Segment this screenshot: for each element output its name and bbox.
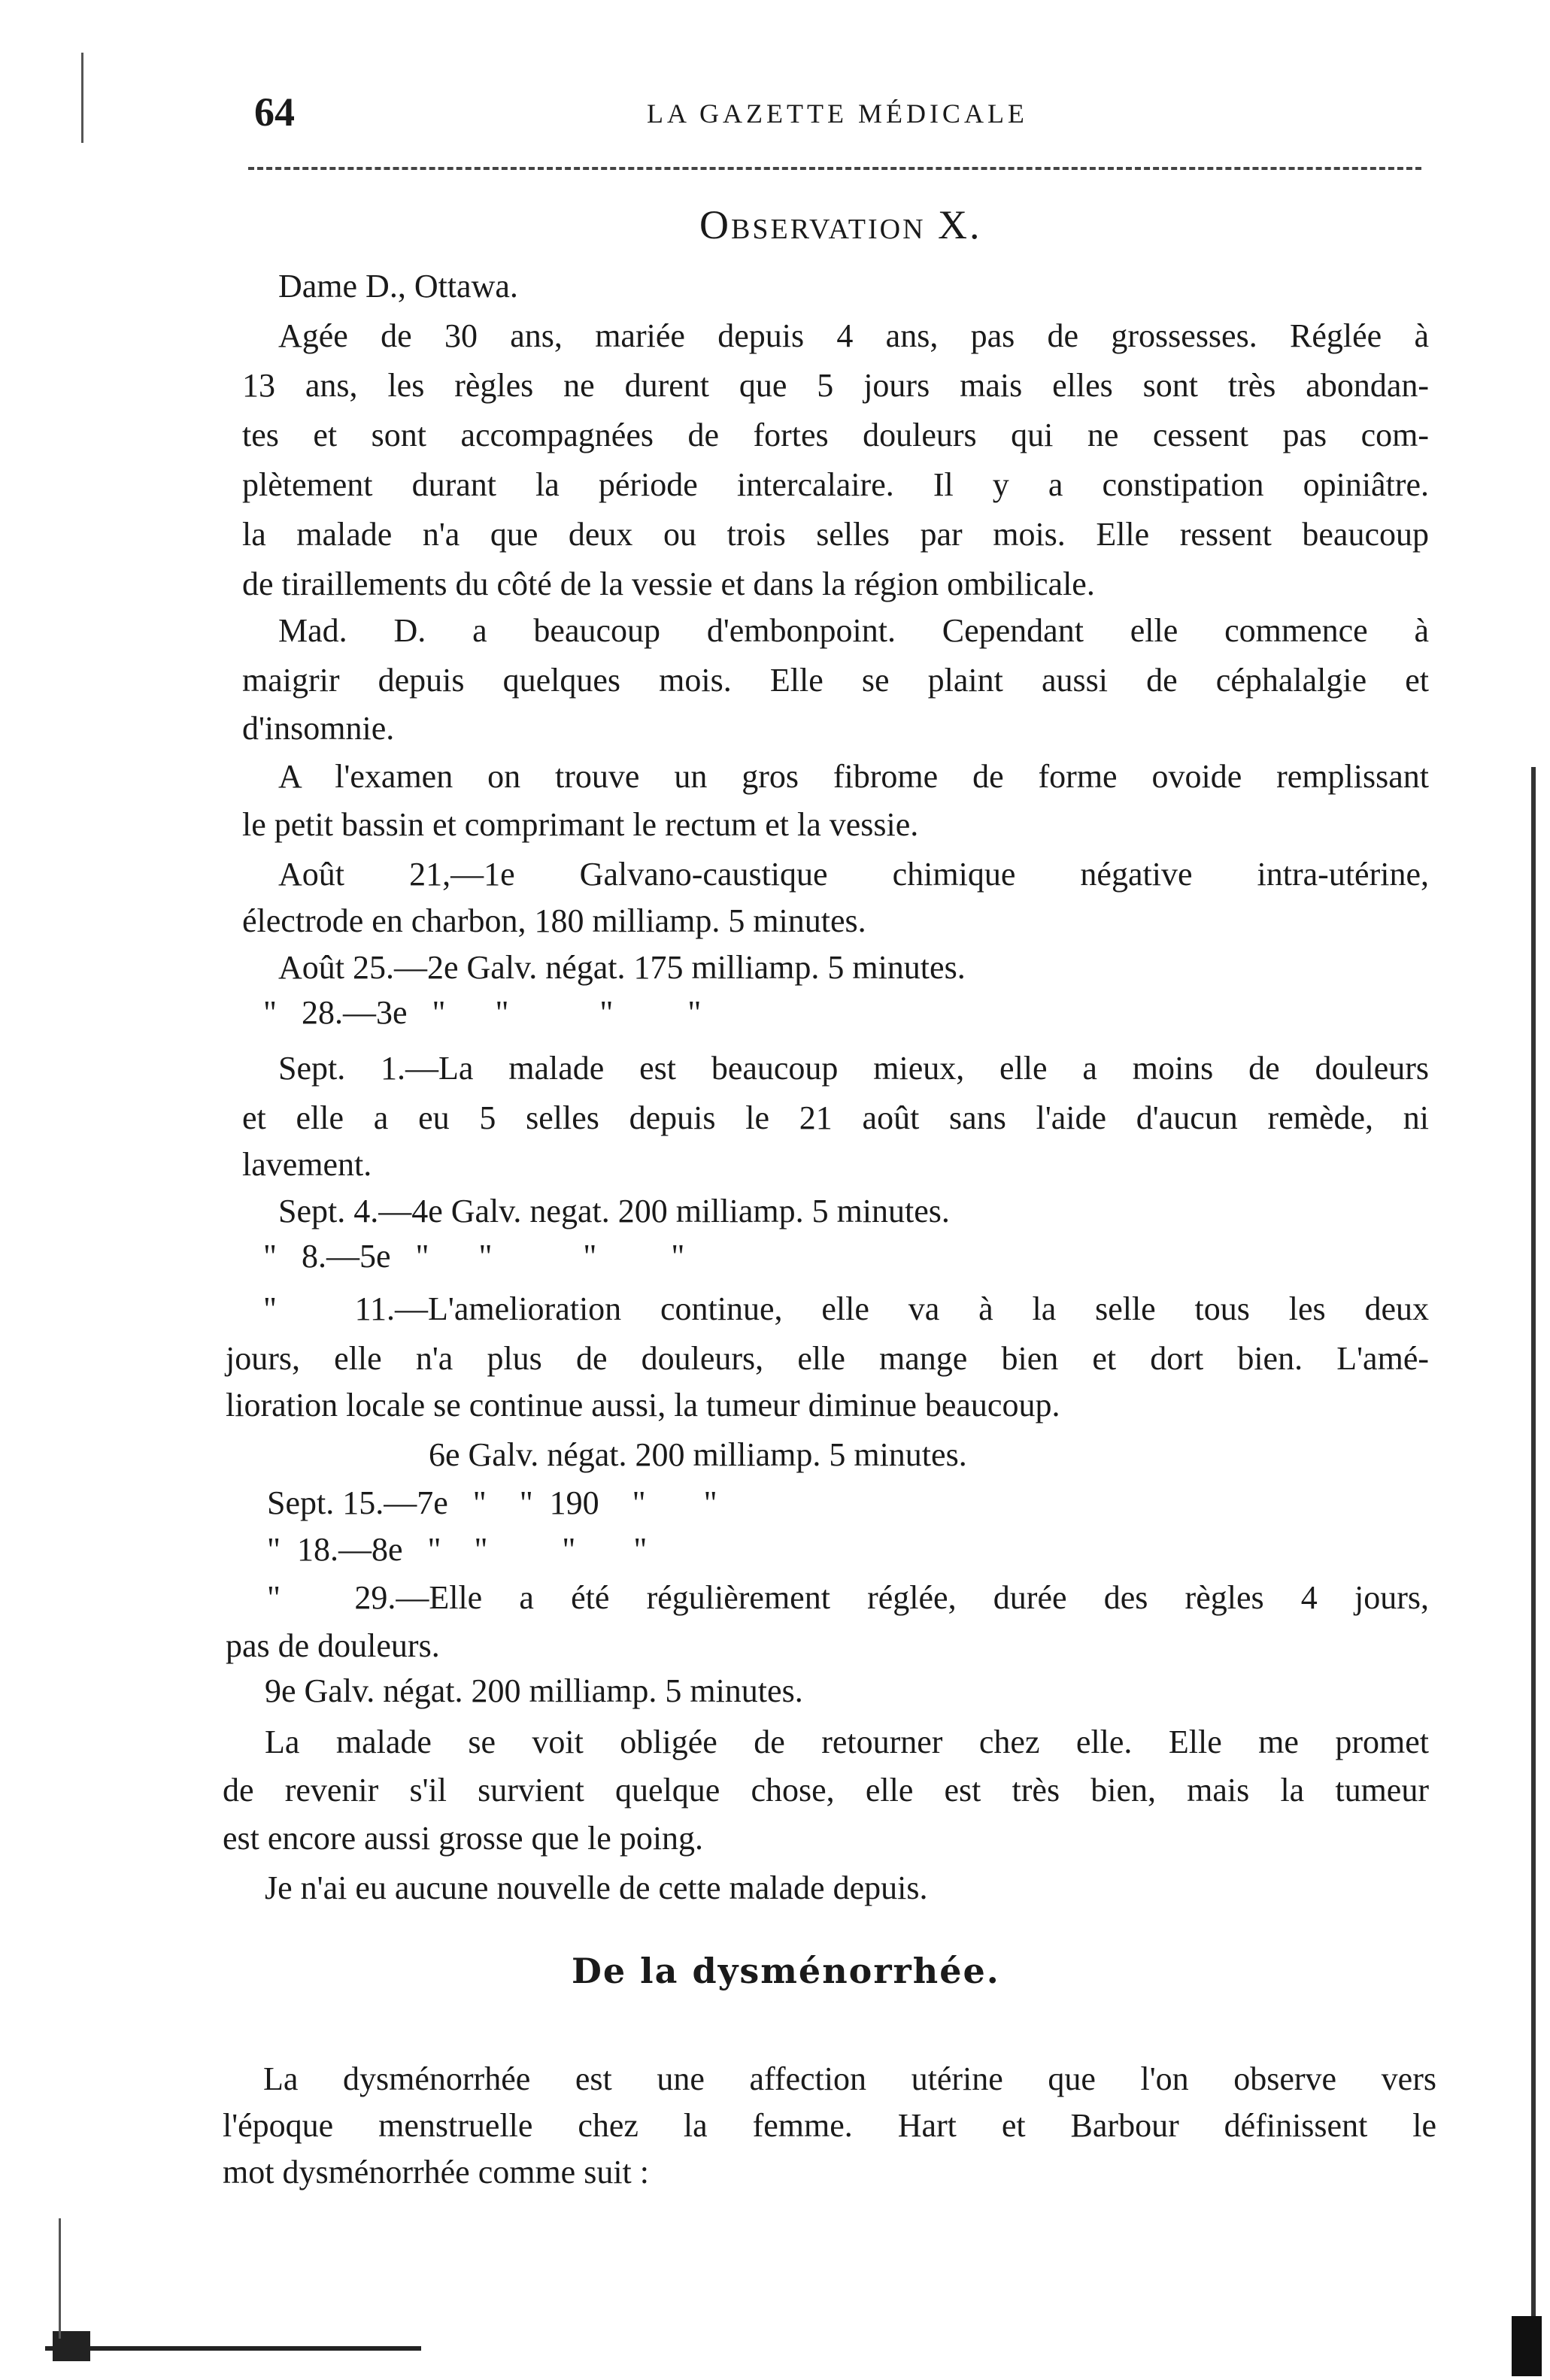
- text-line: pas de douleurs.: [226, 1627, 440, 1664]
- scan-edge-mark: [59, 2218, 61, 2339]
- scan-edge-mark: [81, 53, 83, 143]
- text-line: plètement durant la période intercalaire. Il y a constipation opiniâtre.: [242, 466, 1429, 503]
- text-line: Mad. D. a beaucoup d'embonpoint. Cependant elle commence à: [278, 612, 1429, 649]
- text-line: Sept. 15.—7e " " 190 " ": [267, 1484, 717, 1521]
- text-line: La malade se voit obligée de retourner chez elle. Elle me promet: [265, 1724, 1429, 1760]
- text-line: électrode en charbon, 180 milliamp. 5 minutes.: [242, 902, 866, 939]
- text-line: 6e Galv. négat. 200 milliamp. 5 minutes.: [429, 1436, 967, 1473]
- text-line: le petit bassin et comprimant le rectum et la vessie.: [242, 806, 919, 843]
- text-line: est encore aussi grosse que le poing.: [223, 1820, 704, 1857]
- text-line: A l'examen on trouve un gros fibrome de forme ovoide remplissant: [278, 758, 1429, 795]
- text-line: et elle a eu 5 selles depuis le 21 août sans l'aide d'aucun remède, ni: [242, 1099, 1429, 1136]
- scan-edge-mark: [1512, 2316, 1542, 2376]
- text-line: lioration locale se continue aussi, la tumeur diminue beaucoup.: [226, 1387, 1060, 1423]
- text-line: " 29.—Elle a été régulièrement réglée, durée des règles 4 jours,: [267, 1579, 1429, 1616]
- text-line: " 8.—5e " " " ": [263, 1238, 685, 1275]
- text-line: Août 25.—2e Galv. négat. 175 milliamp. 5 minutes.: [278, 949, 966, 986]
- section-title: De la dysménorrhée.: [572, 1951, 1000, 1991]
- text-line: Sept. 4.—4e Galv. negat. 200 milliamp. 5 minutes.: [278, 1193, 950, 1229]
- text-line: " 18.—8e " " " ": [267, 1531, 648, 1568]
- text-line: 13 ans, les règles ne durent que 5 jours mais elles sont très abondan-: [242, 367, 1429, 404]
- text-line: Août 21,—1e Galvano-caustique chimique négative intra-utérine,: [278, 856, 1429, 893]
- text-line: La dysménorrhée est une affection utérine que l'on observe vers: [263, 2060, 1436, 2097]
- header-rule: [248, 167, 1421, 170]
- text-line: la malade n'a que deux ou trois selles par mois. Elle ressent beaucoup: [242, 516, 1429, 553]
- text-line: Dame D., Ottawa.: [278, 268, 518, 305]
- text-line: de tiraillements du côté de la vessie et dans la région ombilicale.: [242, 565, 1095, 602]
- text-line: 9e Galv. négat. 200 milliamp. 5 minutes.: [265, 1672, 803, 1709]
- text-line: de revenir s'il survient quelque chose, elle est très bien, mais la tumeur: [223, 1772, 1429, 1808]
- running-title: LA GAZETTE MÉDICALE: [647, 99, 1028, 129]
- text-line: mot dysménorrhée comme suit :: [223, 2154, 649, 2191]
- observation-title: Observation X.: [699, 202, 982, 247]
- text-line: l'époque menstruelle chez la femme. Hart et Barbour définissent le: [223, 2107, 1436, 2144]
- text-line: Agée de 30 ans, mariée depuis 4 ans, pas de grossesses. Réglée à: [278, 317, 1429, 354]
- page-number: 64: [254, 89, 295, 135]
- text-line: Je n'ai eu aucune nouvelle de cette malade depuis.: [265, 1869, 928, 1906]
- text-line: Sept. 1.—La malade est beaucoup mieux, elle a moins de douleurs: [278, 1050, 1429, 1087]
- text-line: " 11.—L'amelioration continue, elle va à la selle tous les deux: [263, 1290, 1429, 1327]
- scan-edge-mark: [45, 2346, 421, 2351]
- text-line: lavement.: [242, 1146, 372, 1183]
- text-line: d'insomnie.: [242, 710, 395, 747]
- text-line: jours, elle n'a plus de douleurs, elle mange bien et dort bien. L'amé-: [226, 1340, 1429, 1377]
- scan-edge-mark: [1531, 767, 1536, 2361]
- text-line: maigrir depuis quelques mois. Elle se plaint aussi de céphalalgie et: [242, 662, 1429, 699]
- text-line: tes et sont accompagnées de fortes douleurs qui ne cessent pas com-: [242, 417, 1429, 453]
- text-line: " 28.—3e " " " ": [263, 994, 702, 1031]
